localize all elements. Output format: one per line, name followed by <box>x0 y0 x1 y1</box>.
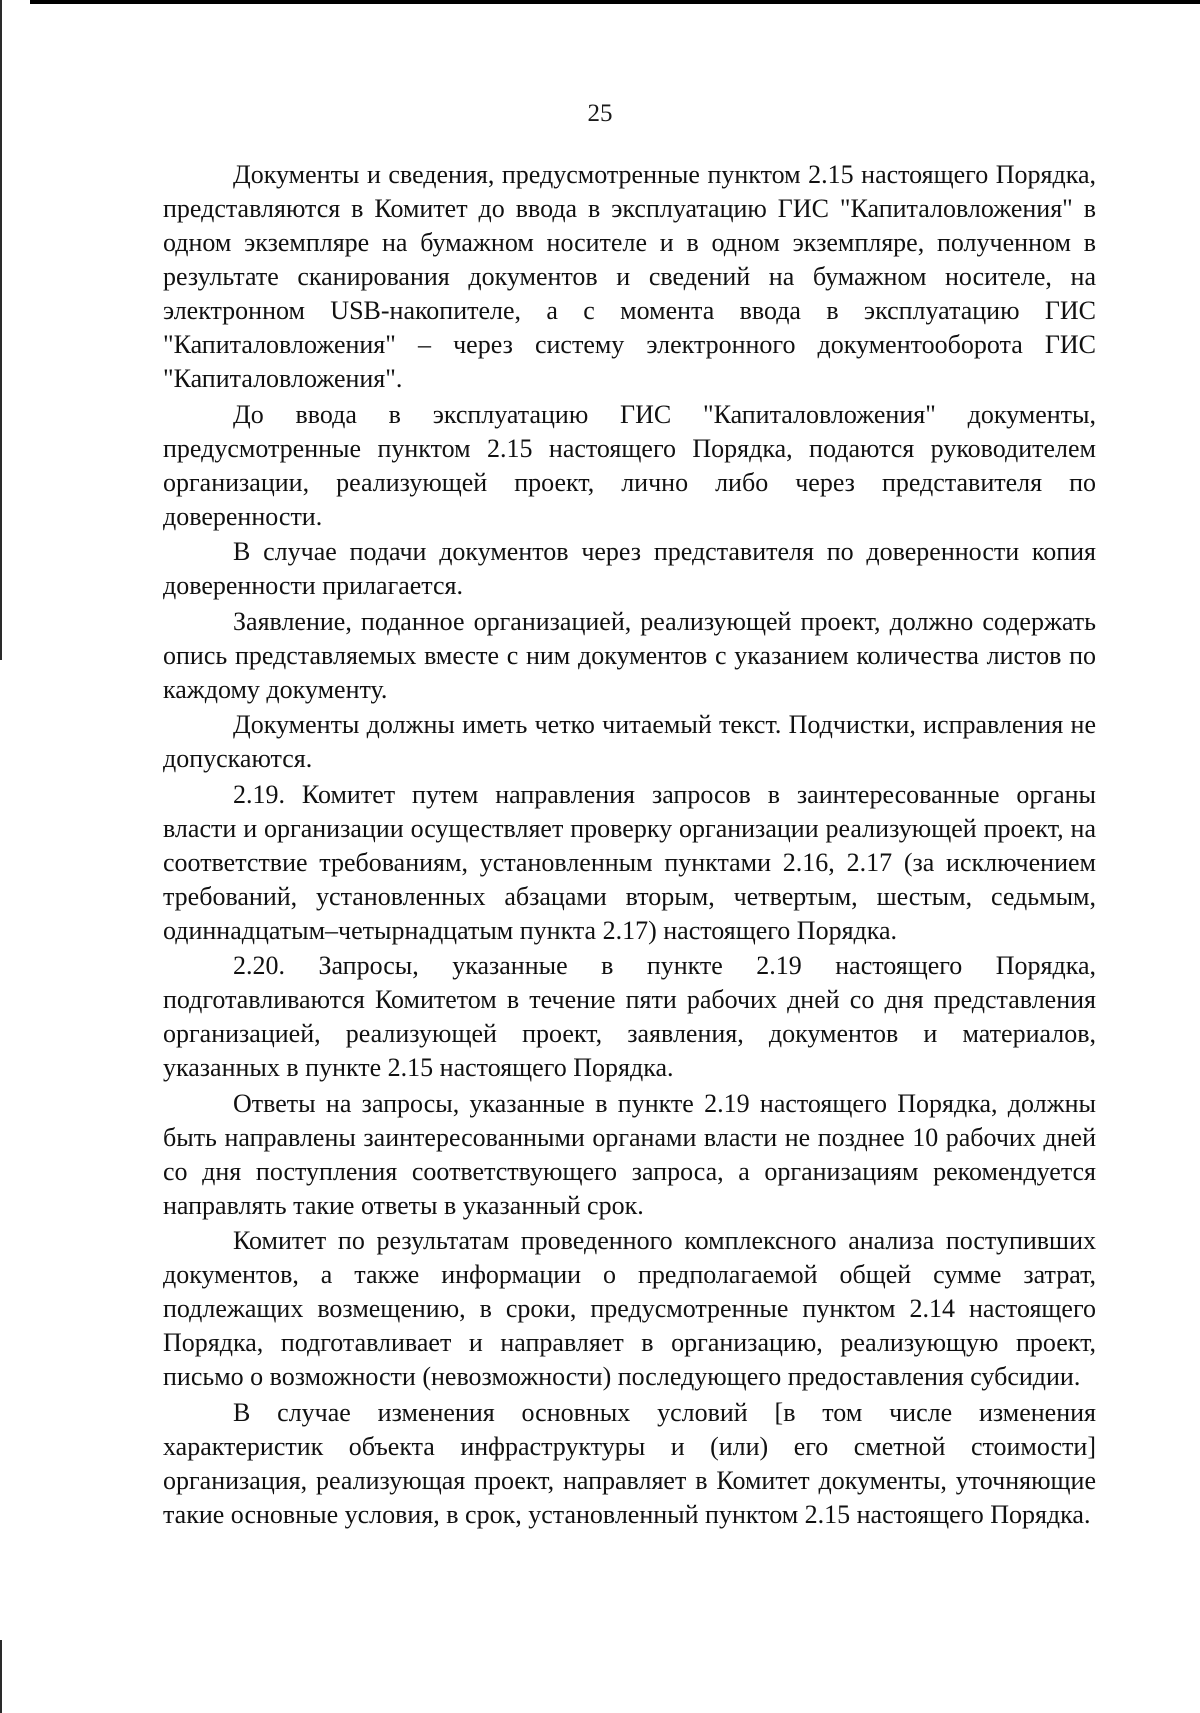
paragraph-clause-2-19: 2.19. Комитет путем направления запросов в заинтересованные органы власти и организации осуществляет проверку организации реализующей проект, на соответствие требованиям, установленным пунктами 2.16, 2.17 (за исключением требований, установленных абзацами вторым, четвертым, шестым, седьмым, одиннадцатым–четырнадцатым пункта 2.17) настоящего Порядка. <box>163 779 1096 945</box>
paragraph-committee-analysis: Комитет по результатам проведенного комплексного анализа поступивших документов, а также информации о предполагаемой общей сумме затрат, подлежащих возмещению, в сроки, предусмотренные пунктом 2.14 настоящего Порядка, подготавливает и направляет в организацию, реализующую проект, письмо о возможности (невозможности) последующего предоставления субсидии. <box>163 1226 1096 1391</box>
paragraph-documents-submission: Документы и сведения, предусмотренные пунктом 2.15 настоящего Порядка, представляются в Комитет до ввода в эксплуатацию ГИС "Капиталовложения" в одном экземпляре на бумажном носителе и в одном экземпляре, полученном в результате сканирования документов и сведений на бумажном носителе, на электронном USB-накопителе, а с момента ввода в эксплуатацию ГИС "Капиталовложения" – через систему электронного документооборота ГИС "Капиталовложения". <box>163 160 1096 393</box>
paragraph-clause-2-20: 2.20. Запросы, указанные в пункте 2.19 настоящего Порядка, подготавливаются Комитетом в течение пяти рабочих дней со дня представления организацией, реализующей проект, заявления, документов и материалов, указанных в пункте 2.15 настоящего Порядка. <box>163 951 1096 1082</box>
paragraph-legible-text: Документы должны иметь четко читаемый текст. Подчистки, исправления не допускаются. <box>163 710 1096 773</box>
paragraph-before-commissioning: До ввода в эксплуатацию ГИС "Капиталовложения" документы, предусмотренные пунктом 2.15 настоящего Порядка, подаются руководителем организации, реализующей проект, лично либо через представителя по доверенности. <box>163 399 1096 531</box>
scan-edge-left-lower <box>0 1640 2 1713</box>
paragraph-power-of-attorney: В случае подачи документов через представителя по доверенности копия доверенности прилагается. <box>163 537 1096 600</box>
scan-edge-top <box>30 0 1200 4</box>
paragraph-application-inventory: Заявление, поданное организацией, реализующей проект, должно содержать опись представляемых вместе с ним документов с указанием количества листов по каждому документу. <box>163 606 1096 704</box>
page-number: 25 <box>587 100 613 127</box>
scan-edge-left <box>0 0 2 660</box>
paragraph-responses-to-requests: Ответы на запросы, указанные в пункте 2.19 настоящего Порядка, должны быть направлены заинтересованными органами власти не позднее 10 рабочих дней со дня поступления соответствующего запроса, а организациям рекомендуется направлять такие ответы в указанный срок. <box>163 1088 1096 1220</box>
paragraph-change-of-conditions: В случае изменения основных условий [в том числе изменения характеристик объекта инфраструктуры и (или) его сметной стоимости] организация, реализующая проект, направляет в Комитет документы, уточняющие такие основные условия, в срок, установленный пунктом 2.15 настоящего Порядка. <box>163 1397 1096 1529</box>
document-body <box>163 158 1096 1533</box>
